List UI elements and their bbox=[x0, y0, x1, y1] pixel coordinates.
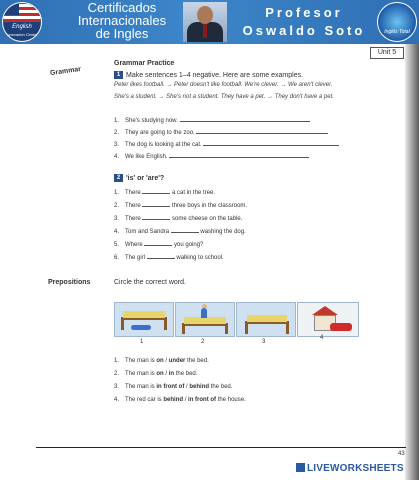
picture-man-under-bed bbox=[114, 302, 174, 337]
liveworksheets-icon bbox=[296, 463, 305, 472]
option-word[interactable]: on bbox=[156, 371, 164, 377]
answer-blank[interactable] bbox=[144, 239, 172, 246]
margin-label-grammar: Grammar bbox=[49, 65, 82, 78]
prepositions-instruction: Circle the correct word. bbox=[114, 279, 186, 286]
pic-number: 2 bbox=[201, 339, 205, 345]
picture-car-and-house bbox=[297, 302, 359, 337]
answer-blank[interactable] bbox=[142, 213, 170, 220]
ex2-item: 1. There a cat in the tree. bbox=[114, 187, 215, 196]
answer-blank[interactable] bbox=[142, 200, 170, 207]
professor-title bbox=[240, 4, 368, 40]
ex1-item: 2. They are going to the zoo. bbox=[114, 127, 328, 136]
ex1-instruction bbox=[114, 71, 303, 79]
pic-number: 4 bbox=[320, 335, 324, 341]
ex2-title bbox=[114, 174, 164, 182]
answer-blank[interactable] bbox=[171, 226, 199, 233]
ex2-item: 4. Tom and Sandra washing the dog. bbox=[114, 226, 246, 235]
answer-blank[interactable] bbox=[180, 115, 310, 122]
title-line-1: Certificados bbox=[87, 0, 157, 15]
title-line-2: Internacionales bbox=[77, 13, 167, 28]
option-word[interactable]: in front of bbox=[156, 384, 185, 390]
ex2-item: 2. There three boys in the classroom. bbox=[114, 200, 247, 209]
ex1-item: 1. She's studying now. bbox=[114, 115, 310, 124]
option-word[interactable]: behind bbox=[163, 397, 184, 403]
answer-blank[interactable] bbox=[169, 151, 309, 158]
pic-number: 1 bbox=[140, 339, 144, 345]
picture-man-in-front-of-bed bbox=[236, 302, 296, 337]
english-logo bbox=[2, 2, 42, 42]
teacher-photo bbox=[183, 2, 227, 42]
prep-item: 2. The man is on / in the bed. bbox=[114, 371, 198, 377]
margin-label-prepositions: Prepositions bbox=[48, 279, 91, 286]
ex1-example-2: She's a student. → She's not a student. They have a pet. → They don't have a pet. bbox=[114, 94, 334, 100]
ingles-total-logo bbox=[377, 2, 417, 42]
answer-blank[interactable] bbox=[203, 139, 339, 146]
title-line-3: de Ingles bbox=[95, 26, 149, 41]
right-logo-text: Inglés Total bbox=[384, 29, 410, 35]
option-word[interactable]: under bbox=[168, 358, 186, 364]
prof-line-1: Profesor bbox=[265, 5, 343, 20]
liveworksheets-brand[interactable] bbox=[296, 463, 404, 474]
ex1-instruction-text: Make sentences 1–4 negative. Here are some examples. bbox=[126, 71, 304, 79]
logo-subtext: Innovation Center bbox=[6, 32, 38, 37]
banner-title bbox=[62, 1, 182, 40]
option-word[interactable]: behind bbox=[189, 384, 210, 390]
ex2-item: 6. The girl walking to school. bbox=[114, 252, 224, 261]
ex1-badge: 1 bbox=[114, 71, 123, 79]
page-number: 43 bbox=[398, 451, 405, 457]
answer-blank[interactable] bbox=[142, 187, 170, 194]
option-word[interactable]: in front of bbox=[188, 397, 217, 403]
ex1-example-1: Peter likes football. → Peter doesn't like football. We're clever. → We aren't clever. bbox=[114, 82, 333, 88]
option-word[interactable]: on bbox=[156, 358, 164, 364]
ex2-item: 5. Where you going? bbox=[114, 239, 203, 248]
unit-label: Unit 5 bbox=[370, 47, 404, 59]
ex2-item: 3. There some cheese on the table. bbox=[114, 213, 242, 222]
answer-blank[interactable] bbox=[196, 127, 328, 134]
answer-blank[interactable] bbox=[147, 252, 175, 259]
prep-item: 1. The man is on / under the bed. bbox=[114, 358, 209, 364]
option-word[interactable]: in bbox=[168, 371, 175, 377]
picture-man-on-bed bbox=[175, 302, 235, 337]
prep-item: 3. The man is in front of / behind the bed. bbox=[114, 384, 233, 390]
grammar-practice-title: Grammar Practice bbox=[114, 60, 175, 67]
prof-line-2: Oswaldo Soto bbox=[242, 23, 366, 38]
pic-number: 3 bbox=[262, 339, 266, 345]
ex2-title-text: 'is' or 'are'? bbox=[126, 174, 165, 182]
header-banner bbox=[0, 0, 419, 44]
ex1-item: 4. We like English. bbox=[114, 151, 309, 160]
prep-item: 4. The red car is behind / in front of the house. bbox=[114, 397, 246, 403]
page-edge-shadow bbox=[405, 44, 419, 480]
ex1-item: 3. The dog is looking at the cat. bbox=[114, 139, 339, 148]
footer-divider bbox=[36, 447, 406, 448]
logo-text: English bbox=[12, 24, 32, 30]
ex2-badge: 2 bbox=[114, 174, 123, 182]
brand-text: LIVEWORKSHEETS bbox=[307, 463, 404, 474]
